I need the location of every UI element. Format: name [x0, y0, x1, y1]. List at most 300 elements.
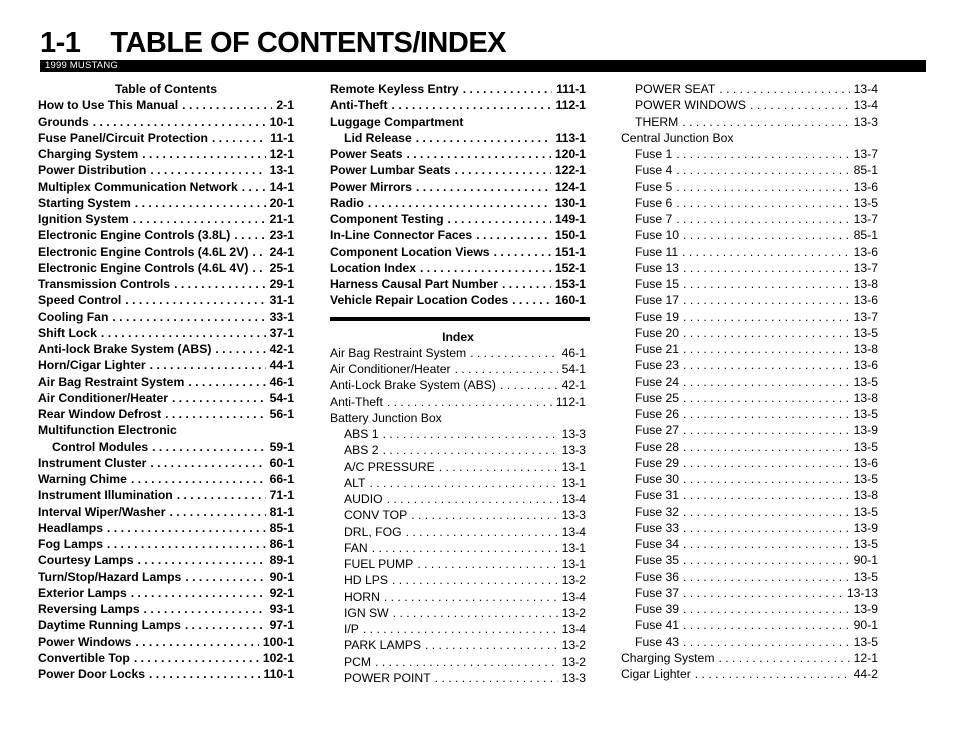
leader-dots: [425, 638, 558, 652]
entry-label: Fuse 5: [635, 179, 673, 194]
leader-dots: [392, 98, 552, 112]
entry-page-number: 13-5: [853, 537, 878, 552]
entry-label: Charging System: [621, 650, 715, 665]
index-heading: Index: [442, 329, 474, 344]
leader-dots: [476, 228, 551, 242]
index-entry[interactable]: [621, 455, 878, 471]
index-entry[interactable]: [38, 341, 294, 357]
index-entry[interactable]: [621, 195, 878, 211]
index-entry[interactable]: [38, 162, 294, 178]
toc-column-1: [38, 81, 294, 682]
entry-label: ALT: [344, 475, 366, 490]
leader-dots: [683, 537, 850, 551]
index-entry[interactable]: [621, 244, 878, 260]
entry-label: Luggage Compartment: [330, 114, 464, 129]
section-divider: [330, 317, 590, 321]
index-entry[interactable]: [330, 227, 586, 243]
entry-label: Anti-lock Brake System (ABS): [38, 342, 212, 357]
leader-dots: [676, 163, 849, 177]
leader-dots: [93, 115, 266, 129]
entry-label: Fuse 34: [635, 537, 680, 552]
leader-dots: [683, 423, 850, 437]
entry-label: Fuse 29: [635, 455, 680, 470]
entry-page-number: 100-1: [262, 634, 294, 649]
entry-label: Fuse 30: [635, 472, 680, 487]
entry-label: Warning Chime: [38, 472, 127, 487]
index-entry[interactable]: [38, 211, 294, 227]
index-entry[interactable]: [38, 617, 294, 633]
entry-page-number: 29-1: [269, 277, 294, 292]
entry-page-number: 13-8: [853, 277, 878, 292]
leader-dots: [150, 456, 265, 470]
entry-label: Fuse 35: [635, 553, 680, 568]
leader-dots: [142, 147, 265, 161]
index-entry[interactable]: [621, 211, 878, 227]
index-entry[interactable]: [330, 244, 586, 260]
entry-label: Reversing Lamps: [38, 602, 140, 617]
index-entry[interactable]: [621, 504, 878, 520]
entry-label: Fuse 4: [635, 163, 673, 178]
leader-dots: [683, 277, 850, 291]
index-entry[interactable]: [330, 361, 586, 377]
entry-page-number: 112-1: [555, 98, 586, 113]
index-entry[interactable]: [621, 276, 878, 292]
leader-dots: [683, 456, 850, 470]
index-entry[interactable]: [621, 130, 878, 146]
entry-page-number: 37-1: [269, 325, 294, 340]
entry-label: Fuse 13: [635, 260, 680, 275]
entry-label: Fuse 43: [635, 634, 680, 649]
entry-label: FAN: [344, 540, 368, 555]
entry-page-number: 13-6: [853, 358, 878, 373]
index-entry[interactable]: [621, 601, 878, 617]
index-entry[interactable]: [621, 341, 878, 357]
entry-page-number: 13-1: [561, 459, 586, 474]
index-entry[interactable]: [330, 442, 586, 458]
index-entry[interactable]: [330, 146, 586, 162]
entry-label: Grounds: [38, 114, 89, 129]
entry-label: Convertible Top: [38, 650, 130, 665]
index-entry[interactable]: [330, 670, 586, 686]
index-entry[interactable]: [621, 552, 878, 568]
entry-label: HD LPS: [344, 573, 389, 588]
entry-page-number: 13-9: [853, 602, 878, 617]
entry-page-number: 13-7: [853, 147, 878, 162]
index-entry[interactable]: [621, 390, 878, 406]
index-entry[interactable]: [330, 426, 586, 442]
entry-page-number: 13-8: [853, 342, 878, 357]
index-entry[interactable]: [621, 422, 878, 438]
index-entry[interactable]: [621, 357, 878, 373]
index-entry[interactable]: [38, 244, 294, 260]
entry-label: Harness Causal Part Number: [330, 277, 498, 292]
entry-page-number: 153-1: [554, 277, 586, 292]
leader-dots: [368, 196, 551, 210]
entry-page-number: 46-1: [561, 345, 586, 360]
leader-dots: [215, 342, 265, 356]
leader-dots: [683, 472, 850, 486]
entry-page-number: 13-13: [846, 585, 878, 600]
index-entry[interactable]: [621, 292, 878, 308]
entry-label: Headlamps: [38, 520, 104, 535]
index-entry[interactable]: [38, 179, 294, 195]
entry-page-number: 2-1: [276, 98, 294, 113]
entry-label: Fuse 17: [635, 293, 680, 308]
entry-page-number: 13-7: [853, 260, 878, 275]
entry-page-number: 13-8: [853, 390, 878, 405]
toc-column-2: [330, 81, 586, 686]
index-entry[interactable]: [330, 589, 586, 605]
index-entry[interactable]: [330, 345, 586, 361]
entry-page-number: 85-1: [269, 520, 294, 535]
leader-dots: [150, 358, 266, 372]
entry-label: Exterior Lamps: [38, 585, 127, 600]
index-entry[interactable]: [621, 634, 878, 650]
entry-page-number: 13-3: [561, 443, 586, 458]
leader-dots: [393, 606, 558, 620]
entry-page-number: 13-1: [561, 475, 586, 490]
index-entry[interactable]: [330, 491, 586, 507]
entry-page-number: 11-1: [270, 130, 294, 145]
entry-page-number: 149-1: [554, 212, 586, 227]
index-entry[interactable]: [330, 621, 586, 637]
entry-label: DRL, FOG: [344, 524, 402, 539]
index-entry[interactable]: [38, 227, 294, 243]
entry-page-number: 13-2: [561, 573, 586, 588]
entry-page-number: 90-1: [853, 553, 878, 568]
entry-page-number: 13-5: [853, 504, 878, 519]
index-entry[interactable]: [38, 634, 294, 650]
entry-label: Instrument Illumination: [38, 488, 173, 503]
entry-label: Remote Keyless Entry: [330, 82, 459, 97]
entry-label: I/P: [344, 622, 359, 637]
leader-dots: [375, 655, 558, 669]
index-entry[interactable]: [38, 585, 294, 601]
entry-page-number: 13-3: [561, 508, 586, 523]
leader-dots: [135, 635, 258, 649]
index-entry[interactable]: [330, 637, 586, 653]
index-entry[interactable]: [621, 179, 878, 195]
leader-dots: [144, 602, 266, 616]
entry-page-number: 86-1: [269, 537, 294, 552]
entry-label: Air Bag Restraint System: [38, 374, 185, 389]
index-entry[interactable]: [330, 81, 586, 97]
entry-page-number: 13-6: [853, 179, 878, 194]
leader-dots: [683, 261, 850, 275]
index-entry[interactable]: [38, 406, 294, 422]
entry-page-number: 120-1: [554, 147, 586, 162]
index-entry[interactable]: [621, 97, 878, 113]
index-entry[interactable]: [38, 276, 294, 292]
index-entry[interactable]: [38, 487, 294, 503]
entry-label: Fuse 6: [635, 195, 673, 210]
entry-label: Fuse 15: [635, 277, 680, 292]
leader-dots: [683, 326, 850, 340]
entry-page-number: 124-1: [554, 179, 586, 194]
entry-label: A/C PRESSURE: [344, 459, 435, 474]
entry-label: Interval Wiper/Washer: [38, 504, 166, 519]
index-entry[interactable]: [621, 227, 878, 243]
index-entry[interactable]: [38, 569, 294, 585]
index-entry[interactable]: [38, 650, 294, 666]
index-entry[interactable]: [38, 114, 294, 130]
leader-dots: [252, 245, 265, 259]
leader-dots: [750, 98, 850, 112]
index-entry[interactable]: [621, 260, 878, 276]
entry-label: Shift Lock: [38, 325, 97, 340]
index-entry[interactable]: [621, 325, 878, 341]
leader-dots: [138, 553, 266, 567]
leader-dots: [174, 277, 266, 291]
index-entry[interactable]: [621, 666, 878, 682]
entry-label: PARK LAMPS: [344, 638, 421, 653]
index-entry[interactable]: [621, 374, 878, 390]
entry-label: POWER SEAT: [635, 82, 716, 97]
leader-dots: [135, 196, 266, 210]
leader-dots: [683, 553, 850, 567]
entry-label: CONV TOP: [344, 508, 408, 523]
entry-page-number: 13-8: [853, 488, 878, 503]
index-entry[interactable]: [38, 666, 294, 682]
leader-dots: [500, 378, 558, 392]
index-entry[interactable]: [38, 97, 294, 113]
entry-label: Air Conditioner/Heater: [38, 390, 169, 405]
index-entry[interactable]: [330, 605, 586, 621]
index-entry[interactable]: [621, 81, 878, 97]
index-entry[interactable]: [330, 162, 586, 178]
entry-label: Cigar Lighter: [621, 667, 691, 682]
leader-dots: [439, 460, 558, 474]
index-entry[interactable]: [621, 309, 878, 325]
index-entry[interactable]: [621, 114, 878, 130]
entry-page-number: 13-4: [853, 82, 878, 97]
entry-label: Control Modules: [52, 439, 149, 454]
entry-page-number: 44-1: [269, 358, 294, 373]
leader-dots: [683, 228, 850, 242]
leader-dots: [165, 407, 265, 421]
index-list-2: [621, 81, 878, 682]
entry-label: Component Testing: [330, 212, 444, 227]
index-entry[interactable]: [330, 524, 586, 540]
index-entry[interactable]: [330, 475, 586, 491]
leader-dots: [392, 573, 558, 587]
index-entry[interactable]: [621, 569, 878, 585]
entry-page-number: 13-5: [853, 569, 878, 584]
entry-label: PCM: [344, 654, 372, 669]
entry-label: Component Location Views: [330, 244, 490, 259]
entry-page-number: 90-1: [269, 569, 294, 584]
index-entry[interactable]: [621, 585, 878, 601]
index-entry[interactable]: [38, 552, 294, 568]
leader-dots: [683, 440, 850, 454]
entry-page-number: 13-5: [853, 439, 878, 454]
index-entry[interactable]: [621, 536, 878, 552]
index-entry[interactable]: [330, 654, 586, 670]
index-entry[interactable]: [330, 410, 586, 426]
leader-dots: [676, 196, 849, 210]
leader-dots: [252, 261, 265, 275]
leader-dots: [683, 293, 850, 307]
index-entry[interactable]: [38, 146, 294, 162]
index-entry[interactable]: [330, 377, 586, 393]
toc-heading: Table of Contents: [114, 82, 217, 97]
entry-page-number: 56-1: [269, 407, 294, 422]
entry-page-number: 112-1: [555, 394, 586, 409]
index-entry[interactable]: [38, 390, 294, 406]
page-title: TABLE OF CONTENTS/INDEX: [110, 27, 506, 59]
entry-label: Rear Window Defrost: [38, 407, 162, 422]
entry-label: Fuse 26: [635, 407, 680, 422]
entry-page-number: 13-5: [853, 374, 878, 389]
index-entry[interactable]: [38, 325, 294, 341]
index-entry[interactable]: [38, 471, 294, 487]
index-entry[interactable]: [38, 130, 294, 146]
entry-page-number: 20-1: [269, 195, 294, 210]
index-entry[interactable]: [38, 292, 294, 308]
index-entry[interactable]: [330, 276, 586, 292]
index-entry[interactable]: [621, 439, 878, 455]
entry-page-number: 13-1: [561, 540, 586, 555]
entry-page-number: 42-1: [561, 378, 586, 393]
entry-page-number: 13-4: [561, 492, 586, 507]
entry-label: Lid Release: [344, 130, 412, 145]
index-entry[interactable]: [621, 146, 878, 162]
index-entry[interactable]: [38, 520, 294, 536]
entry-page-number: 13-7: [853, 212, 878, 227]
leader-dots: [416, 131, 552, 145]
index-entry[interactable]: [330, 114, 586, 130]
entry-label: Fuse 19: [635, 309, 680, 324]
leader-dots: [683, 488, 850, 502]
leader-dots: [107, 537, 266, 551]
leader-dots: [152, 440, 265, 454]
index-entry[interactable]: [621, 617, 878, 633]
leader-dots: [718, 651, 849, 665]
entry-label: Radio: [330, 195, 364, 210]
leader-dots: [435, 671, 558, 685]
entry-page-number: 59-1: [269, 439, 294, 454]
index-entry[interactable]: [38, 309, 294, 325]
index-entry[interactable]: [330, 130, 586, 146]
leader-dots: [683, 342, 850, 356]
index-entry[interactable]: [330, 179, 586, 195]
index-entry[interactable]: [38, 260, 294, 276]
leader-dots: [494, 245, 551, 259]
index-entry[interactable]: [330, 260, 586, 276]
leader-dots: [695, 667, 850, 681]
entry-page-number: 85-1: [853, 228, 878, 243]
index-entry[interactable]: [330, 556, 586, 572]
index-entry[interactable]: [621, 487, 878, 503]
leader-dots: [502, 277, 551, 291]
model-banner: [40, 60, 926, 72]
index-entry[interactable]: [621, 650, 878, 666]
entry-page-number: 13-7: [853, 309, 878, 324]
leader-dots: [125, 293, 265, 307]
index-entry[interactable]: [38, 439, 294, 455]
entry-page-number: 25-1: [269, 260, 294, 275]
leader-dots: [683, 407, 850, 421]
leader-dots: [177, 488, 266, 502]
entry-label: Fuse 20: [635, 325, 680, 340]
index-entry[interactable]: [330, 292, 586, 308]
index-entry[interactable]: [330, 97, 586, 113]
leader-dots: [683, 391, 850, 405]
entry-page-number: 33-1: [269, 309, 294, 324]
index-entry[interactable]: [38, 422, 294, 438]
entry-page-number: 92-1: [269, 585, 294, 600]
index-entry[interactable]: [330, 507, 586, 523]
index-entry[interactable]: [38, 504, 294, 520]
leader-dots: [683, 586, 843, 600]
index-entry[interactable]: [38, 374, 294, 390]
entry-label: HORN: [344, 589, 380, 604]
index-entry[interactable]: [330, 394, 586, 410]
leader-dots: [417, 557, 557, 571]
entry-label: Fuse 37: [635, 585, 680, 600]
entry-page-number: 23-1: [269, 228, 294, 243]
index-entry[interactable]: [621, 471, 878, 487]
entry-label: Turn/Stop/Hazard Lamps: [38, 569, 182, 584]
index-entry[interactable]: [330, 540, 586, 556]
index-entry[interactable]: [38, 601, 294, 617]
leader-dots: [416, 180, 551, 194]
leader-dots: [182, 98, 272, 112]
entry-label: Vehicle Repair Location Codes: [330, 293, 509, 308]
leader-dots: [463, 82, 552, 96]
entry-page-number: 81-1: [269, 504, 294, 519]
entry-label: Air Bag Restraint System: [330, 345, 467, 360]
entry-label: ABS 2: [344, 443, 379, 458]
index-entry[interactable]: [330, 459, 586, 475]
page-header: [40, 26, 506, 60]
entry-page-number: 13-6: [853, 455, 878, 470]
index-entry[interactable]: [330, 572, 586, 588]
entry-label: IGN SW: [344, 605, 389, 620]
index-entry[interactable]: [330, 211, 586, 227]
leader-dots: [512, 293, 551, 307]
leader-dots: [384, 590, 558, 604]
leader-dots: [683, 618, 850, 632]
entry-page-number: 31-1: [269, 293, 294, 308]
index-entry[interactable]: [621, 520, 878, 536]
index-list-1: [330, 345, 586, 686]
index-entry[interactable]: [621, 406, 878, 422]
entry-page-number: 14-1: [269, 179, 294, 194]
entry-page-number: 150-1: [554, 228, 586, 243]
index-entry[interactable]: [38, 536, 294, 552]
leader-dots: [112, 310, 265, 324]
index-entry[interactable]: [38, 455, 294, 471]
entry-label: Fuse 23: [635, 358, 680, 373]
entry-page-number: 66-1: [269, 472, 294, 487]
entry-label: How to Use This Manual: [38, 98, 179, 113]
entry-label: Courtesy Lamps: [38, 553, 134, 568]
leader-dots: [387, 492, 558, 506]
entry-page-number: 44-2: [853, 667, 878, 682]
leader-dots: [172, 391, 266, 405]
entry-label: Power Door Locks: [38, 667, 146, 682]
index-entry[interactable]: [621, 162, 878, 178]
entry-label: Fuse 32: [635, 504, 680, 519]
index-entry[interactable]: [38, 195, 294, 211]
entry-label: Anti-Theft: [330, 394, 383, 409]
leader-dots: [683, 358, 850, 372]
entry-label: Location Index: [330, 260, 416, 275]
index-entry[interactable]: [330, 195, 586, 211]
index-entry[interactable]: [38, 357, 294, 373]
entry-page-number: 13-2: [561, 605, 586, 620]
